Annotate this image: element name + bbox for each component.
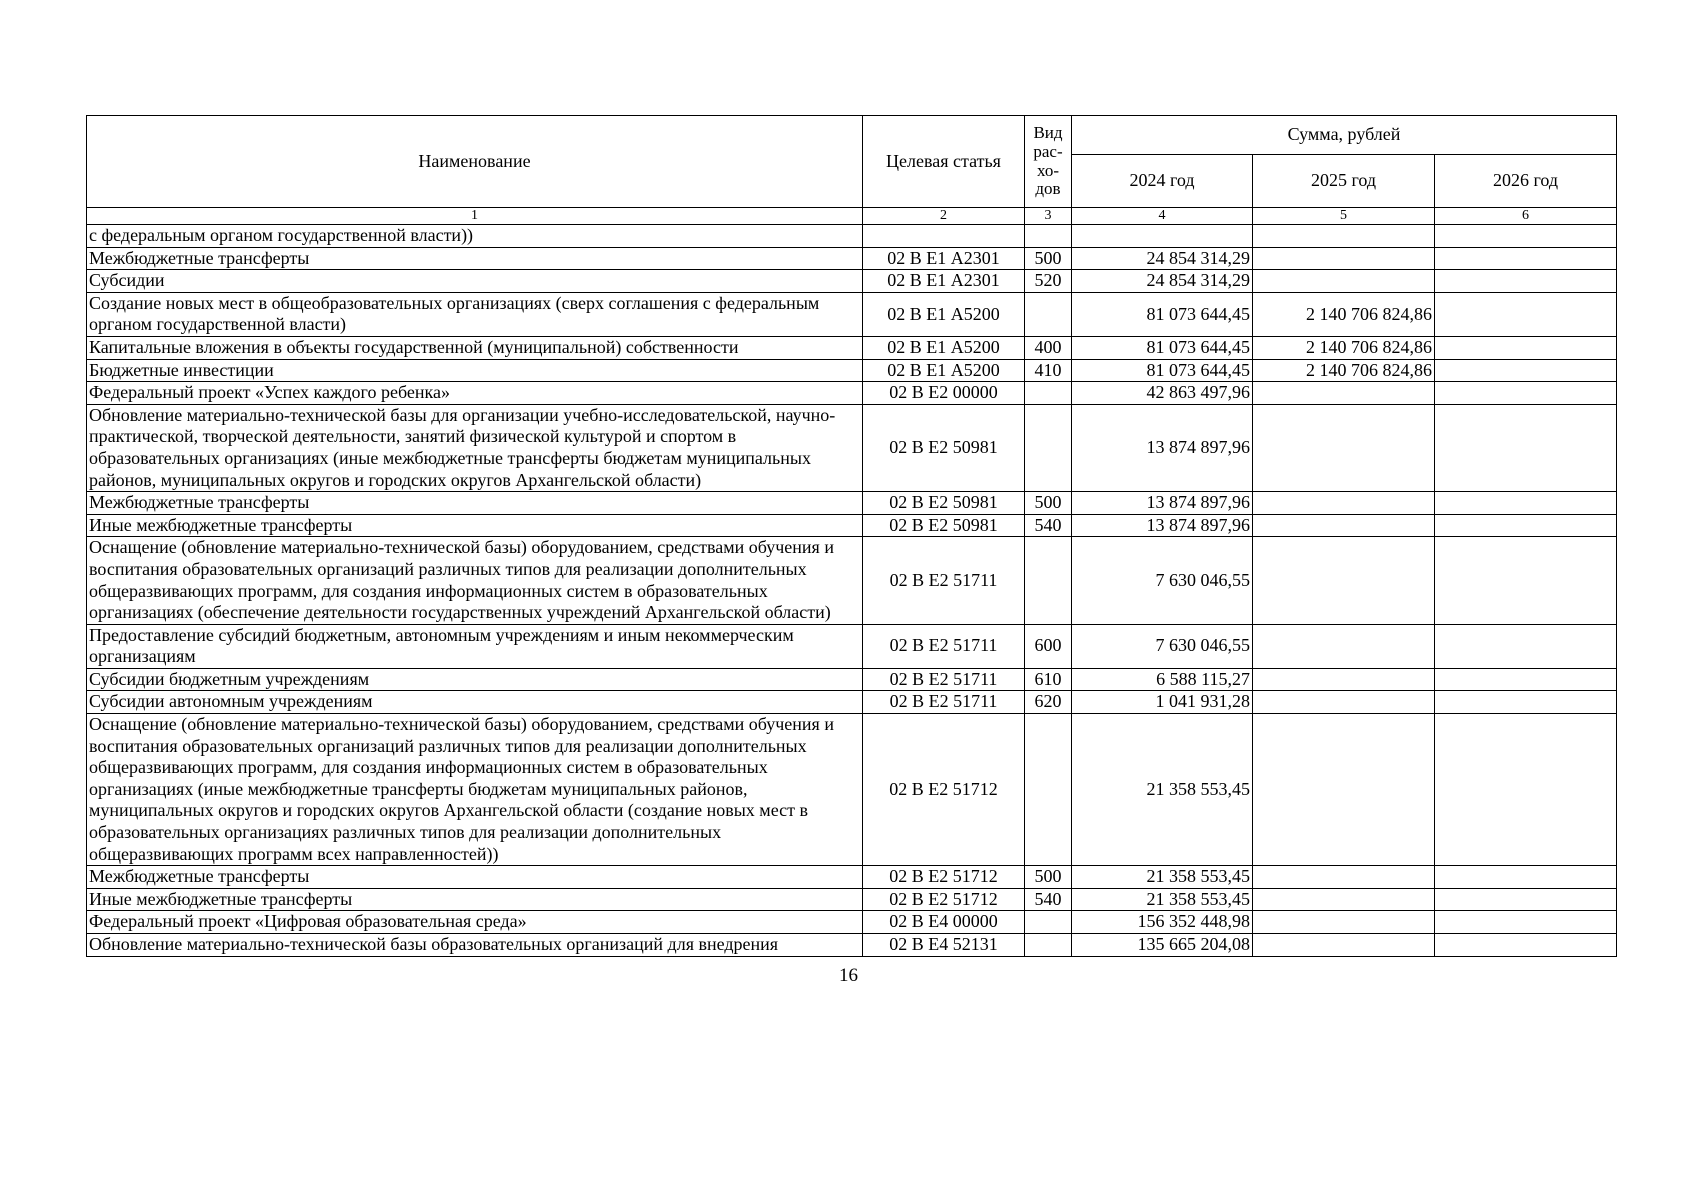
row-amount-2025-cell: 2 140 706 824,86 <box>1253 292 1435 336</box>
row-amount-2025-cell <box>1253 888 1435 911</box>
row-amount-2026-cell <box>1435 225 1617 248</box>
row-expense-type-cell: 600 <box>1025 624 1072 668</box>
row-name-cell: Бюджетные инвестиции <box>87 359 863 382</box>
row-expense-type-cell: 620 <box>1025 691 1072 714</box>
row-expense-type-cell: 410 <box>1025 359 1072 382</box>
row-expense-type-cell <box>1025 404 1072 491</box>
header-year-2026: 2026 год <box>1435 155 1617 208</box>
row-amount-2024-cell: 156 352 448,98 <box>1072 911 1253 934</box>
row-amount-2024-cell: 21 358 553,45 <box>1072 714 1253 866</box>
row-target-article-cell: 02 В Е4 00000 <box>863 911 1025 934</box>
row-expense-type-cell: 500 <box>1025 247 1072 270</box>
table-row <box>87 404 1617 491</box>
row-expense-type-cell: 520 <box>1025 270 1072 293</box>
row-amount-2026-cell <box>1435 492 1617 515</box>
row-amount-2025-cell <box>1253 492 1435 515</box>
table-row <box>87 292 1617 336</box>
row-target-article-cell: 02 В Е1 А5200 <box>863 359 1025 382</box>
row-amount-2026-cell <box>1435 691 1617 714</box>
row-amount-2026-cell <box>1435 911 1617 934</box>
table-row <box>87 714 1617 866</box>
row-expense-type-cell: 610 <box>1025 668 1072 691</box>
header-name: Наименование <box>87 116 863 208</box>
row-amount-2025-cell <box>1253 514 1435 537</box>
row-amount-2024-cell: 81 073 644,45 <box>1072 292 1253 336</box>
row-amount-2025-cell <box>1253 714 1435 866</box>
row-name-cell: Межбюджетные трансферты <box>87 492 863 515</box>
row-target-article-cell: 02 В Е2 00000 <box>863 382 1025 405</box>
header-expense-type: Вид рас- хо- дов <box>1025 116 1072 208</box>
table-row <box>87 537 1617 624</box>
table-row <box>87 911 1617 934</box>
table-row <box>87 691 1617 714</box>
table-row <box>87 492 1617 515</box>
row-amount-2025-cell <box>1253 911 1435 934</box>
column-number: 4 <box>1072 208 1253 225</box>
row-amount-2024-cell: 81 073 644,45 <box>1072 336 1253 359</box>
row-target-article-cell: 02 В Е1 А5200 <box>863 336 1025 359</box>
table-row <box>87 866 1617 889</box>
table-row <box>87 934 1617 957</box>
table-row <box>87 270 1617 293</box>
column-number: 6 <box>1435 208 1617 225</box>
row-amount-2024-cell: 13 874 897,96 <box>1072 514 1253 537</box>
row-amount-2024-cell: 21 358 553,45 <box>1072 866 1253 889</box>
table-row <box>87 888 1617 911</box>
row-target-article-cell: 02 В Е2 50981 <box>863 514 1025 537</box>
row-target-article-cell: 02 В Е1 А5200 <box>863 292 1025 336</box>
row-amount-2024-cell: 135 665 204,08 <box>1072 934 1253 957</box>
row-name-cell: Субсидии <box>87 270 863 293</box>
row-amount-2025-cell <box>1253 866 1435 889</box>
row-expense-type-cell <box>1025 382 1072 405</box>
row-amount-2025-cell <box>1253 225 1435 248</box>
row-name-cell: с федеральным органом государственной власти)) <box>87 225 863 248</box>
row-amount-2026-cell <box>1435 359 1617 382</box>
row-target-article-cell <box>863 225 1025 248</box>
row-name-cell: Федеральный проект «Цифровая образовательная среда» <box>87 911 863 934</box>
table-row <box>87 668 1617 691</box>
header-sum: Сумма, рублей <box>1072 116 1617 155</box>
budget-table <box>86 115 1617 957</box>
header-year-2024: 2024 год <box>1072 155 1253 208</box>
table-row <box>87 624 1617 668</box>
column-number: 1 <box>87 208 863 225</box>
row-amount-2025-cell <box>1253 247 1435 270</box>
row-expense-type-cell <box>1025 911 1072 934</box>
row-target-article-cell: 02 В Е2 51711 <box>863 691 1025 714</box>
row-amount-2024-cell: 7 630 046,55 <box>1072 624 1253 668</box>
row-target-article-cell: 02 В Е2 51711 <box>863 668 1025 691</box>
row-expense-type-cell <box>1025 537 1072 624</box>
row-name-cell: Капитальные вложения в объекты государственной (муниципальной) собственности <box>87 336 863 359</box>
row-amount-2026-cell <box>1435 514 1617 537</box>
page-number: 16 <box>839 964 858 986</box>
row-amount-2025-cell <box>1253 537 1435 624</box>
row-target-article-cell: 02 В Е1 А2301 <box>863 247 1025 270</box>
row-name-cell: Субсидии автономным учреждениям <box>87 691 863 714</box>
table-row <box>87 514 1617 537</box>
row-expense-type-cell: 500 <box>1025 492 1072 515</box>
row-amount-2025-cell <box>1253 270 1435 293</box>
row-name-cell: Обновление материально-технической базы для организации учебно-исследовательской, научно-практической, творческой деятельности, занятий физической культурой и спортом в образовательных организациях (иные межбюджетные трансферты бюджетам муниципальных районов, муниципальных округов и городских округов Архангельской области) <box>87 404 863 491</box>
row-amount-2025-cell <box>1253 691 1435 714</box>
table-row <box>87 382 1617 405</box>
row-name-cell: Создание новых мест в общеобразовательных организациях (сверх соглашения с федеральным органом государственной власти) <box>87 292 863 336</box>
row-amount-2024-cell: 21 358 553,45 <box>1072 888 1253 911</box>
row-name-cell: Федеральный проект «Успех каждого ребенка» <box>87 382 863 405</box>
row-amount-2026-cell <box>1435 270 1617 293</box>
row-amount-2025-cell: 2 140 706 824,86 <box>1253 336 1435 359</box>
row-amount-2024-cell: 13 874 897,96 <box>1072 492 1253 515</box>
row-amount-2024-cell: 42 863 497,96 <box>1072 382 1253 405</box>
row-expense-type-cell: 540 <box>1025 888 1072 911</box>
table-row <box>87 247 1617 270</box>
row-amount-2024-cell: 24 854 314,29 <box>1072 270 1253 293</box>
row-amount-2024-cell: 81 073 644,45 <box>1072 359 1253 382</box>
row-amount-2024-cell: 6 588 115,27 <box>1072 668 1253 691</box>
row-amount-2025-cell: 2 140 706 824,86 <box>1253 359 1435 382</box>
column-number: 2 <box>863 208 1025 225</box>
budget-rows <box>87 225 1617 957</box>
row-amount-2026-cell <box>1435 934 1617 957</box>
row-amount-2024-cell: 24 854 314,29 <box>1072 247 1253 270</box>
table-row <box>87 359 1617 382</box>
header-target-article: Целевая статья <box>863 116 1025 208</box>
row-expense-type-cell <box>1025 292 1072 336</box>
row-amount-2025-cell <box>1253 668 1435 691</box>
row-expense-type-cell: 500 <box>1025 866 1072 889</box>
row-name-cell: Межбюджетные трансферты <box>87 247 863 270</box>
row-name-cell: Субсидии бюджетным учреждениям <box>87 668 863 691</box>
header-year-2025: 2025 год <box>1253 155 1435 208</box>
row-name-cell: Оснащение (обновление материально-технической базы) оборудованием, средствами обучения и воспитания образовательных организаций различных типов для реализации дополнительных общеразвивающих программ, для создания информационных систем в образовательных организациях (иные межбюджетные трансферты бюджетам муниципальных районов, муниципальных округов и городских округов Архангельской области (создание новых мест в образовательных организациях различных типов для реализации дополнительных общеразвивающих программ всех направленностей)) <box>87 714 863 866</box>
row-target-article-cell: 02 В Е4 52131 <box>863 934 1025 957</box>
row-target-article-cell: 02 В Е2 51712 <box>863 866 1025 889</box>
table-row <box>87 225 1617 248</box>
row-name-cell: Предоставление субсидий бюджетным, автономным учреждениям и иным некоммерческим организациям <box>87 624 863 668</box>
column-numbers-row <box>87 208 1617 225</box>
row-amount-2025-cell <box>1253 934 1435 957</box>
row-target-article-cell: 02 В Е2 51712 <box>863 888 1025 911</box>
row-target-article-cell: 02 В Е1 А2301 <box>863 270 1025 293</box>
row-amount-2024-cell: 13 874 897,96 <box>1072 404 1253 491</box>
row-target-article-cell: 02 В Е2 51711 <box>863 537 1025 624</box>
row-amount-2026-cell <box>1435 866 1617 889</box>
row-amount-2024-cell <box>1072 225 1253 248</box>
row-name-cell: Иные межбюджетные трансферты <box>87 888 863 911</box>
row-name-cell: Иные межбюджетные трансферты <box>87 514 863 537</box>
row-expense-type-cell: 400 <box>1025 336 1072 359</box>
row-amount-2026-cell <box>1435 537 1617 624</box>
row-target-article-cell: 02 В Е2 51712 <box>863 714 1025 866</box>
row-target-article-cell: 02 В Е2 50981 <box>863 492 1025 515</box>
row-expense-type-cell <box>1025 934 1072 957</box>
row-target-article-cell: 02 В Е2 51711 <box>863 624 1025 668</box>
row-amount-2025-cell <box>1253 624 1435 668</box>
row-amount-2025-cell <box>1253 382 1435 405</box>
row-expense-type-cell <box>1025 714 1072 866</box>
column-number: 3 <box>1025 208 1072 225</box>
row-amount-2026-cell <box>1435 292 1617 336</box>
row-expense-type-cell <box>1025 225 1072 248</box>
row-name-cell: Обновление материально-технической базы образовательных организаций для внедрения <box>87 934 863 957</box>
table-row <box>87 336 1617 359</box>
row-amount-2026-cell <box>1435 714 1617 866</box>
column-number: 5 <box>1253 208 1435 225</box>
row-amount-2026-cell <box>1435 336 1617 359</box>
row-amount-2026-cell <box>1435 247 1617 270</box>
row-amount-2025-cell <box>1253 404 1435 491</box>
row-amount-2026-cell <box>1435 888 1617 911</box>
row-target-article-cell: 02 В Е2 50981 <box>863 404 1025 491</box>
row-amount-2026-cell <box>1435 668 1617 691</box>
row-amount-2026-cell <box>1435 624 1617 668</box>
row-amount-2026-cell <box>1435 404 1617 491</box>
row-expense-type-cell: 540 <box>1025 514 1072 537</box>
row-name-cell: Межбюджетные трансферты <box>87 866 863 889</box>
row-name-cell: Оснащение (обновление материально-технической базы) оборудованием, средствами обучения и воспитания образовательных организаций различных типов для реализации дополнительных общеразвивающих программ, для создания информационных систем в образовательных организациях (обеспечение деятельности государственных учреждений Архангельской области) <box>87 537 863 624</box>
row-amount-2026-cell <box>1435 382 1617 405</box>
row-amount-2024-cell: 7 630 046,55 <box>1072 537 1253 624</box>
row-amount-2024-cell: 1 041 931,28 <box>1072 691 1253 714</box>
